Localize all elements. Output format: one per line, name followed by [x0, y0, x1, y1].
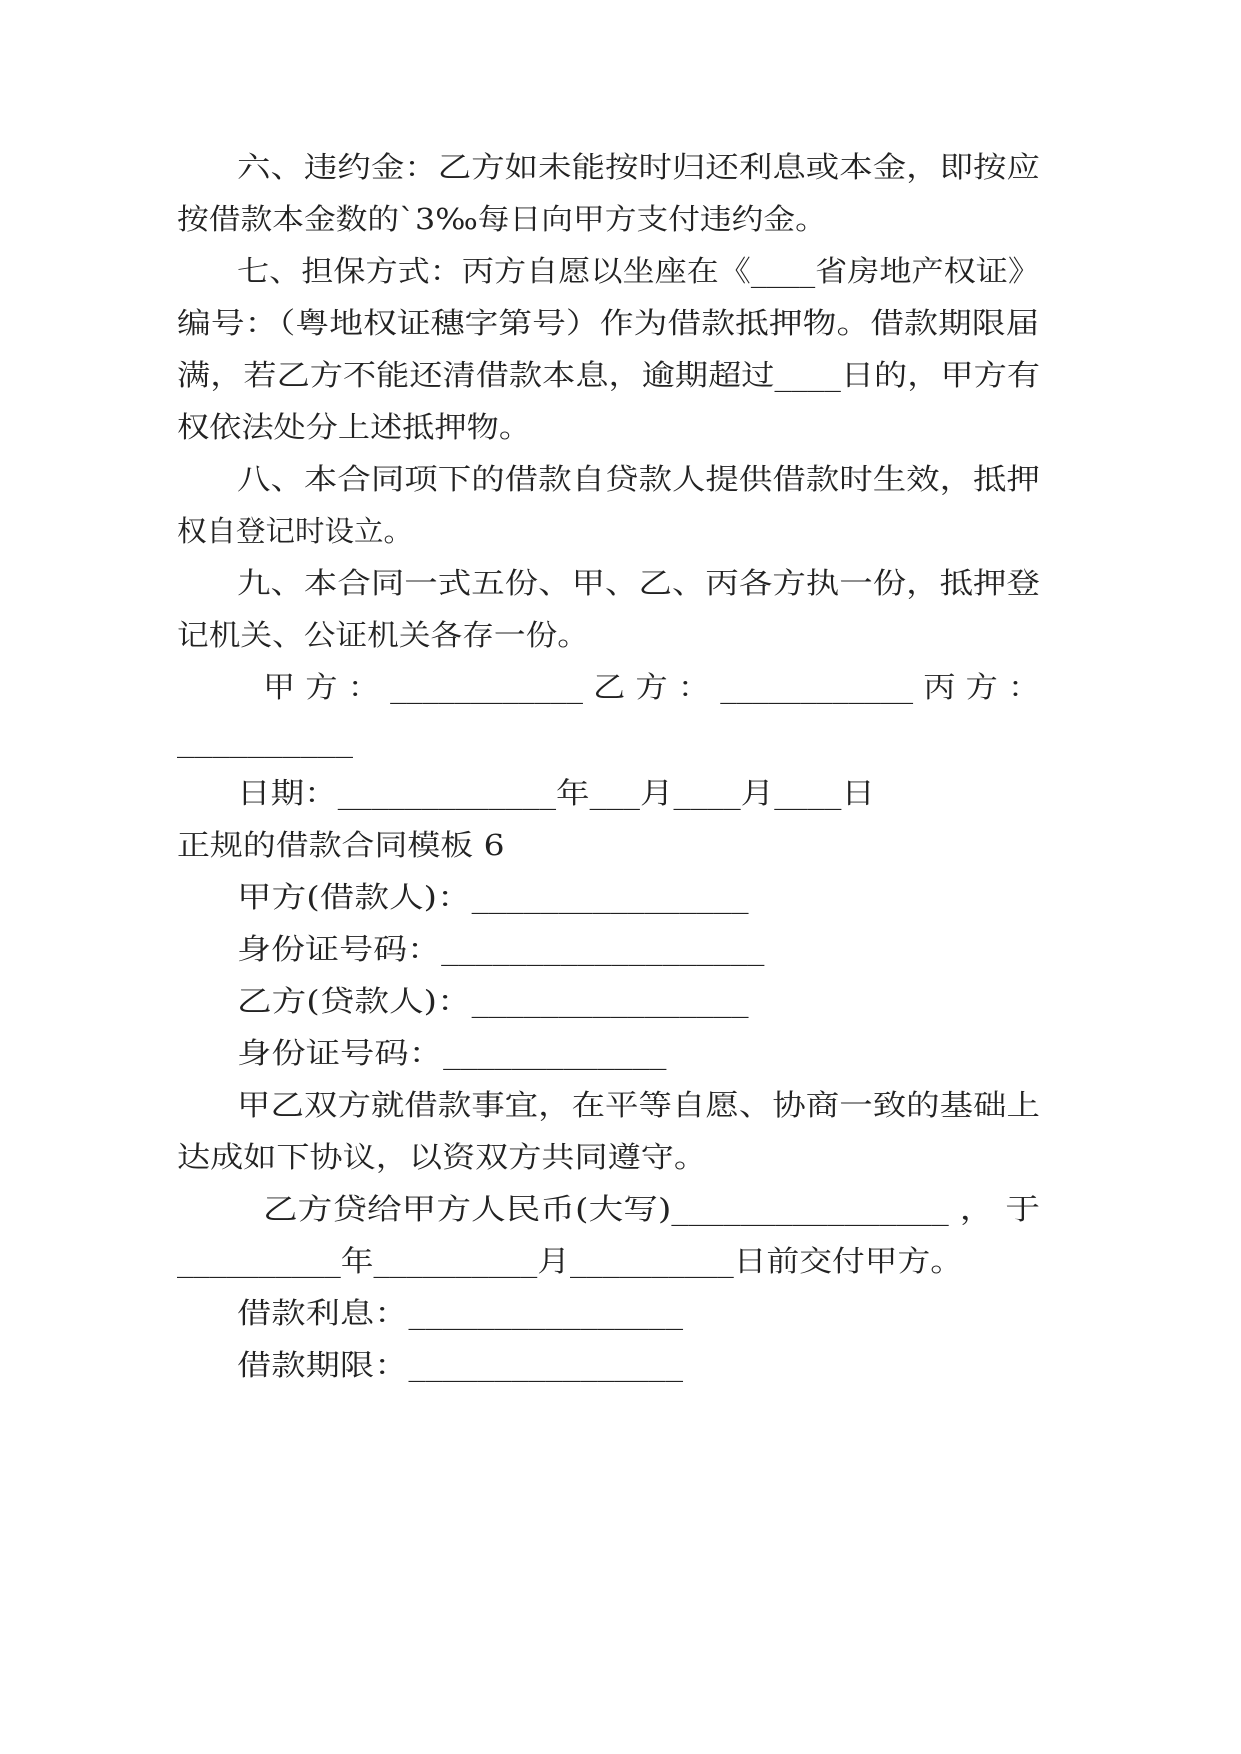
- clause-7-line-4: 权依法处分上述抵押物。: [177, 410, 532, 444]
- agreement-intro-line-1: 甲乙双方就借款事宜，在平等自愿、协商一致的基础上: [237, 1088, 1040, 1122]
- loan-interest-field: 借款利息：________________: [237, 1296, 684, 1330]
- loan-amount-line: 乙方贷给甲方人民币(大写)________________ ， 于: [263, 1192, 1041, 1226]
- party-a-borrower-field: 甲方(借款人)：________________: [237, 880, 749, 914]
- party-a-id-field: 身份证号码：___________________: [237, 932, 765, 966]
- clause-7-line-1: 七、担保方式：丙方自愿以坐座在《____省房地产权证》: [237, 254, 1041, 288]
- party-b-id-field: 身份证号码：_____________: [237, 1036, 667, 1070]
- clause-7-line-2: 编号：（粤地权证穗字第号）作为借款抵押物。借款期限届: [177, 306, 1040, 340]
- template-6-heading: 正规的借款合同模板 6: [177, 828, 505, 862]
- clause-9-line-1: 九、本合同一式五份、甲、乙、丙各方执一份，抵押登: [237, 566, 1040, 600]
- clause-6-line-2: 按借款本金数的`3‰每日向甲方支付违约金。: [177, 202, 827, 236]
- signature-parties-line: 甲 方 ： ____________ 乙 方 ： ____________ 丙 方 ：: [263, 670, 1041, 704]
- signature-party-c-blank: __________: [177, 724, 354, 758]
- loan-term-field: 借款期限：________________: [237, 1348, 684, 1382]
- clause-7-line-3: 满，若乙方不能还清借款本息，逾期超过____日的，甲方有: [177, 358, 1041, 392]
- party-b-lender-field: 乙方(贷款人)：________________: [237, 984, 749, 1018]
- clause-8-line-2: 权自登记时设立。: [177, 514, 414, 548]
- signature-date-line: 日期：_____________年___月____月____日: [237, 776, 876, 810]
- clause-6-line-1: 六、违约金：乙方如未能按时归还利息或本金，即按应: [237, 150, 1040, 184]
- agreement-intro-line-2: 达成如下协议，以资双方共同遵守。: [177, 1140, 707, 1174]
- clause-8-line-1: 八、本合同项下的借款自贷款人提供借款时生效，抵押: [237, 462, 1040, 496]
- clause-9-line-2: 记机关、公证机关各存一份。: [177, 618, 590, 652]
- loan-delivery-date-line: __________年__________月__________日前交付甲方。: [177, 1244, 964, 1278]
